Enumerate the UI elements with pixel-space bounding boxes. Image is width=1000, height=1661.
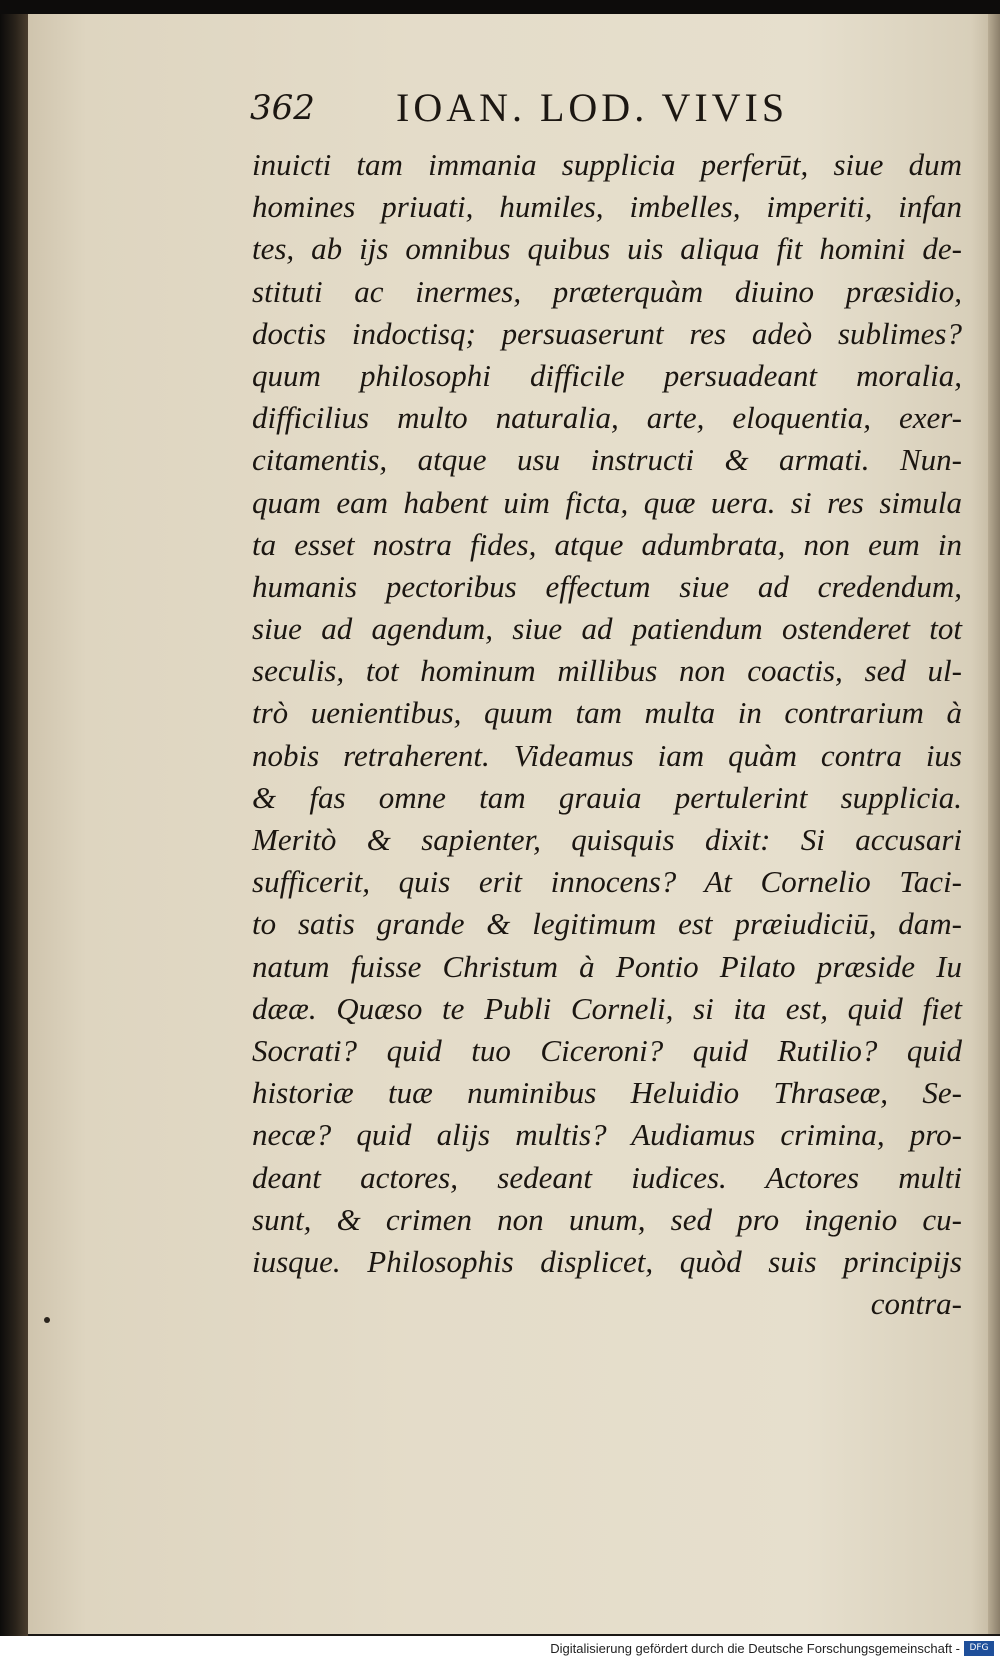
text-line: Meritò & sapienter, quisquis dixit: Si accusari: [252, 822, 962, 857]
text-line: necæ? quid alijs multis? Audiamus crimina, pro-: [252, 1117, 962, 1153]
book-spine: [0, 14, 28, 1636]
text-line: historiæ tuæ numinibus Heluidio Thraseæ, Se-: [252, 1075, 962, 1111]
text-line: quum philosophi difficile persuadeant moralia,: [252, 357, 962, 393]
text-line: iusque. Philosophis displicet, quòd suis principijs: [252, 1243, 962, 1279]
text-line: ta esset nostra fides, atque adumbrata, non eum in: [252, 526, 962, 562]
text-line: siue ad agendum, siue ad patiendum ostenderet tot: [252, 611, 962, 647]
catchword: contra-: [870, 1286, 962, 1322]
text-line: seculis, tot hominum millibus non coactis, sed ul-: [252, 653, 962, 689]
text-line: nobis retraherent. Videamus iam quàm contra ius: [252, 737, 962, 773]
text-line: dææ. Quæso te Publi Corneli, si ita est, quid fiet: [252, 990, 962, 1026]
text-line: quam eam habent uim ficta, quæ uera. si res simula: [252, 484, 962, 520]
text-line: deant actores, sedeant iudices. Actores multi: [252, 1159, 962, 1195]
text-line: doctis indoctisq; persuaserunt res adeò sublimes?: [252, 315, 962, 351]
text-line: homines priuati, humiles, imbelles, imperiti, infan: [252, 189, 962, 225]
dfg-logo: DFG: [964, 1641, 994, 1656]
text-line: Socrati? quid tuo Ciceroni? quid Rutilio? quid: [252, 1032, 962, 1068]
text-line: difficilius multo naturalia, arte, eloquentia, exer-: [252, 400, 962, 436]
text-line: stituti ac inermes, præterquàm diuino præsidio,: [252, 273, 962, 309]
margin-mark: [44, 1317, 50, 1323]
text-line: natum fuisse Christum à Pontio Pilato præside Iu: [252, 948, 962, 984]
text-line: to satis grande & legitimum est præiudiciū, dam-: [252, 906, 962, 942]
page-header: [0, 85, 1000, 148]
funding-credit: Digitalisierung gefördert durch die Deutsche Forschungsgemeinschaft -: [550, 1641, 960, 1656]
page-edge: [988, 14, 1000, 1634]
text-line: trò uenientibus, quum tam multa in contrarium à: [252, 695, 962, 731]
text-line: humanis pectoribus effectum siue ad credendum,: [252, 568, 962, 604]
text-line: tes, ab ijs omnibus quibus uis aliqua fit homini de-: [252, 231, 962, 267]
text-line: sunt, & crimen non unum, sed pro ingenio cu-: [252, 1201, 962, 1237]
body-text: [252, 144, 962, 1325]
text-line: inuicti tam immania supplicia perferūt, siue dum: [252, 147, 962, 182]
text-line: citamentis, atque usu instructi & armati. Nun-: [252, 442, 962, 478]
page-number: 362: [250, 88, 315, 128]
scan-top-border: [0, 0, 1000, 14]
text-line: sufficerit, quis erit innocens? At Cornelio Taci-: [252, 864, 962, 900]
running-title: IOAN. LOD. VIVIS: [396, 85, 789, 130]
text-line: & fas omne tam grauia pertulerint supplicia.: [252, 779, 962, 815]
digitization-footer: [0, 1636, 1000, 1661]
